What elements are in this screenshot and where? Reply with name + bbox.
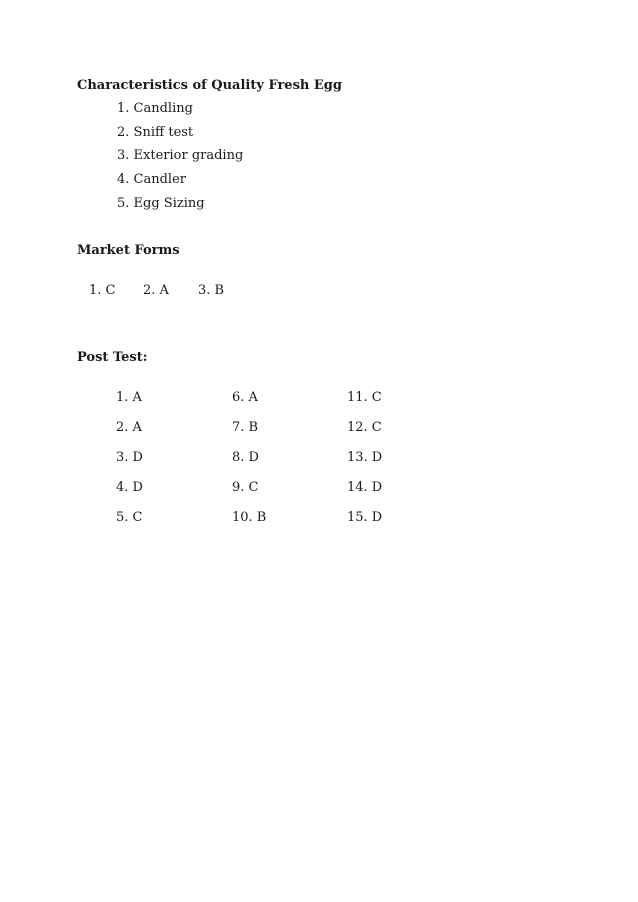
post-test-heading: Post Test: — [77, 350, 148, 365]
market-forms-answer-1: 1. C — [89, 283, 116, 298]
post-test-answer-4: 4. D — [116, 480, 143, 495]
characteristics-item-4: 4. Candler — [117, 172, 186, 187]
post-test-answer-1: 1. A — [116, 390, 142, 405]
post-test-answer-15: 15. D — [347, 510, 383, 525]
characteristics-item-3: 3. Exterior grading — [117, 148, 244, 163]
post-test-answer-13: 13. D — [347, 450, 383, 465]
post-test-answer-8: 8. D — [232, 450, 259, 465]
post-test-answer-10: 10. B — [232, 510, 267, 525]
post-test-answer-7: 7. B — [232, 420, 259, 435]
post-test-answer-6: 6. A — [232, 390, 258, 405]
characteristics-item-5: 5. Egg Sizing — [117, 196, 205, 211]
post-test-answer-9: 9. C — [232, 480, 259, 495]
post-test-answer-12: 12. C — [347, 420, 382, 435]
post-test-answer-5: 5. C — [116, 510, 143, 525]
post-test-answer-11: 11. C — [347, 390, 382, 405]
post-test-answer-2: 2. A — [116, 420, 142, 435]
market-forms-answer-2: 2. A — [143, 283, 169, 298]
characteristics-item-1: 1. Candling — [117, 101, 193, 116]
post-test-answer-3: 3. D — [116, 450, 143, 465]
post-test-answer-14: 14. D — [347, 480, 383, 495]
characteristics-heading: Characteristics of Quality Fresh Egg — [77, 78, 342, 93]
market-forms-heading: Market Forms — [77, 243, 180, 258]
market-forms-answer-3: 3. B — [198, 283, 225, 298]
characteristics-item-2: 2. Sniff test — [117, 125, 194, 140]
